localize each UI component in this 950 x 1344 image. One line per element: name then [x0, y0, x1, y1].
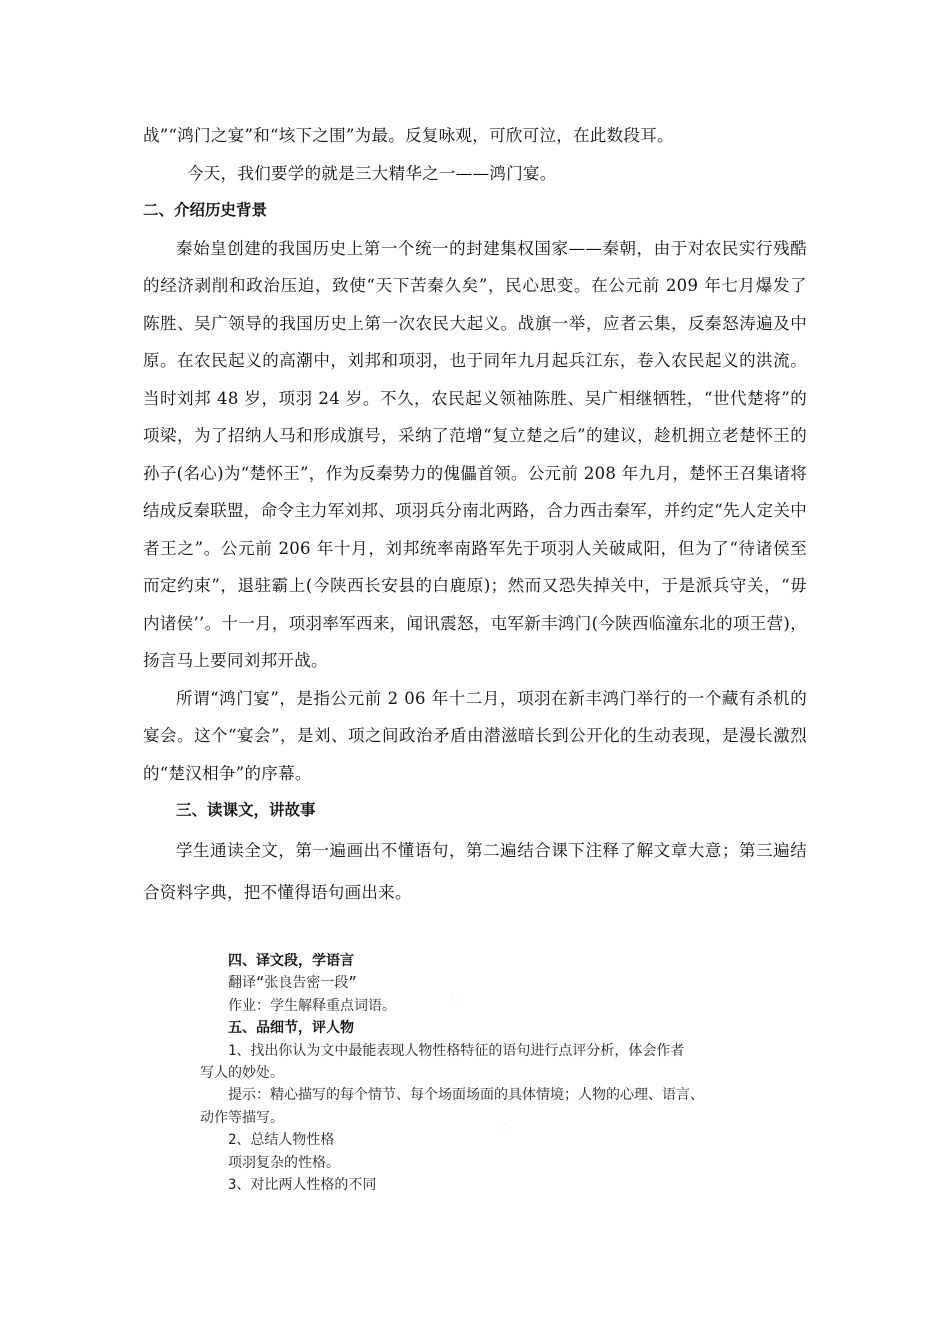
item2-line: 2、总结人物性格 — [228, 1132, 335, 1149]
scanned-image-block — [200, 950, 810, 1212]
item1-line2: 写人的妙处。 — [200, 1065, 284, 1082]
hint-line2: 动作等描写。 — [200, 1109, 284, 1126]
item3-line: 3、对比两人性格的不同 — [228, 1177, 377, 1194]
section-heading-translate: 四、译文段，学语言 — [228, 953, 354, 969]
translate-task: 翻译“张良告密一段” — [228, 975, 357, 992]
paragraph-history: 秦始皇创建的我国历史上第一个统一的封建集权国家——秦朝，由于对农民实行残酷的经济剥削和政治压迫，致使“天下苦秦久矣”，民心思变。在公元前 209 年七月爆发了陈胜、吴广领导的我国历史上第一次农民大起义。战旗一举，应者云集，反秦怒涛遍及中原。在农民起义的高潮中，刘邦和项羽，也于同年九月起兵江东，卷入农民起义的洪流。当时刘邦 48 岁，项羽 24 岁。不久，农民起义领袖陈胜、吴广相继牺牲，“世代楚将”的项梁，为了招纳人马和形成旗号，采纳了范增“复立楚之后”的建议，趁机拥立老楚怀王的孙子(名心)为“楚怀王”，作为反秦势力的傀儡首领。公元前 208 年九月，楚怀王召集诸将结成反秦联盟，命令主力军刘邦、项羽兵分南北两路，合力西击秦军，并约定“先人定关中者王之”。公元前 206 年十月，刘邦统率南路军先于项羽人关破咸阳，但为了“待诸侯至而定约束”，退驻霸上(今陕西长安县的白鹿原)；然而又恐失掉关中，于是派兵守关，“毋内诸侯’’。十一月，项羽率军西来，闻讯震怒，屯军新丰鸿门(今陕西临潼东北的项王营)，扬言马上要同刘邦开战。 — [143, 238, 807, 670]
paragraph-reading-task: 学生通读全文，第一遍画出不懂语句，第二遍结合课下注释了解文章大意；第三遍结合资料字典，把不懂得语句画出来。 — [143, 840, 807, 902]
homework-line: 作业：学生解释重点词语。 — [228, 997, 396, 1014]
item2-sub-line: 项羽复杂的性格。 — [228, 1154, 340, 1171]
hint-line1: 提示：精心描写的每个情节、每个场面场面的具体情境；人物的心理、语言、 — [228, 1087, 704, 1104]
text-column — [143, 117, 807, 914]
paragraph-continuation: 战”“鸿门之宴”和“垓下之围”为最。反复咏观，可欣可泣，在此数段耳。 — [143, 126, 674, 145]
item1-line1: 1、找出你认为文中最能表现人物性格特征的语句进行点评分析，体会作者 — [228, 1042, 685, 1059]
watermark-mark: ◌ — [498, 1119, 512, 1135]
watermark-mark: ◌ — [448, 989, 462, 1005]
section-heading-reading: 三、读课文，讲故事 — [176, 801, 316, 819]
section-heading-background: 二、介绍历史背景 — [143, 201, 268, 219]
paragraph-today: 今天，我们要学的就是三大精华之一——鸿门宴。 — [187, 163, 557, 183]
section-heading-characters: 五、品细节，评人物 — [228, 1020, 354, 1037]
paragraph-hongmen-definition: 所谓“鸿门宴”，是指公元前 2 06 年十二月，项羽在新丰鸿门举行的一个藏有杀机的宴会。这个“宴会”，是刘、项之间政治矛盾由潜滋暗长到公开化的生动表现，是漫长激烈的“楚汉相争”的序幕。 — [143, 688, 807, 783]
